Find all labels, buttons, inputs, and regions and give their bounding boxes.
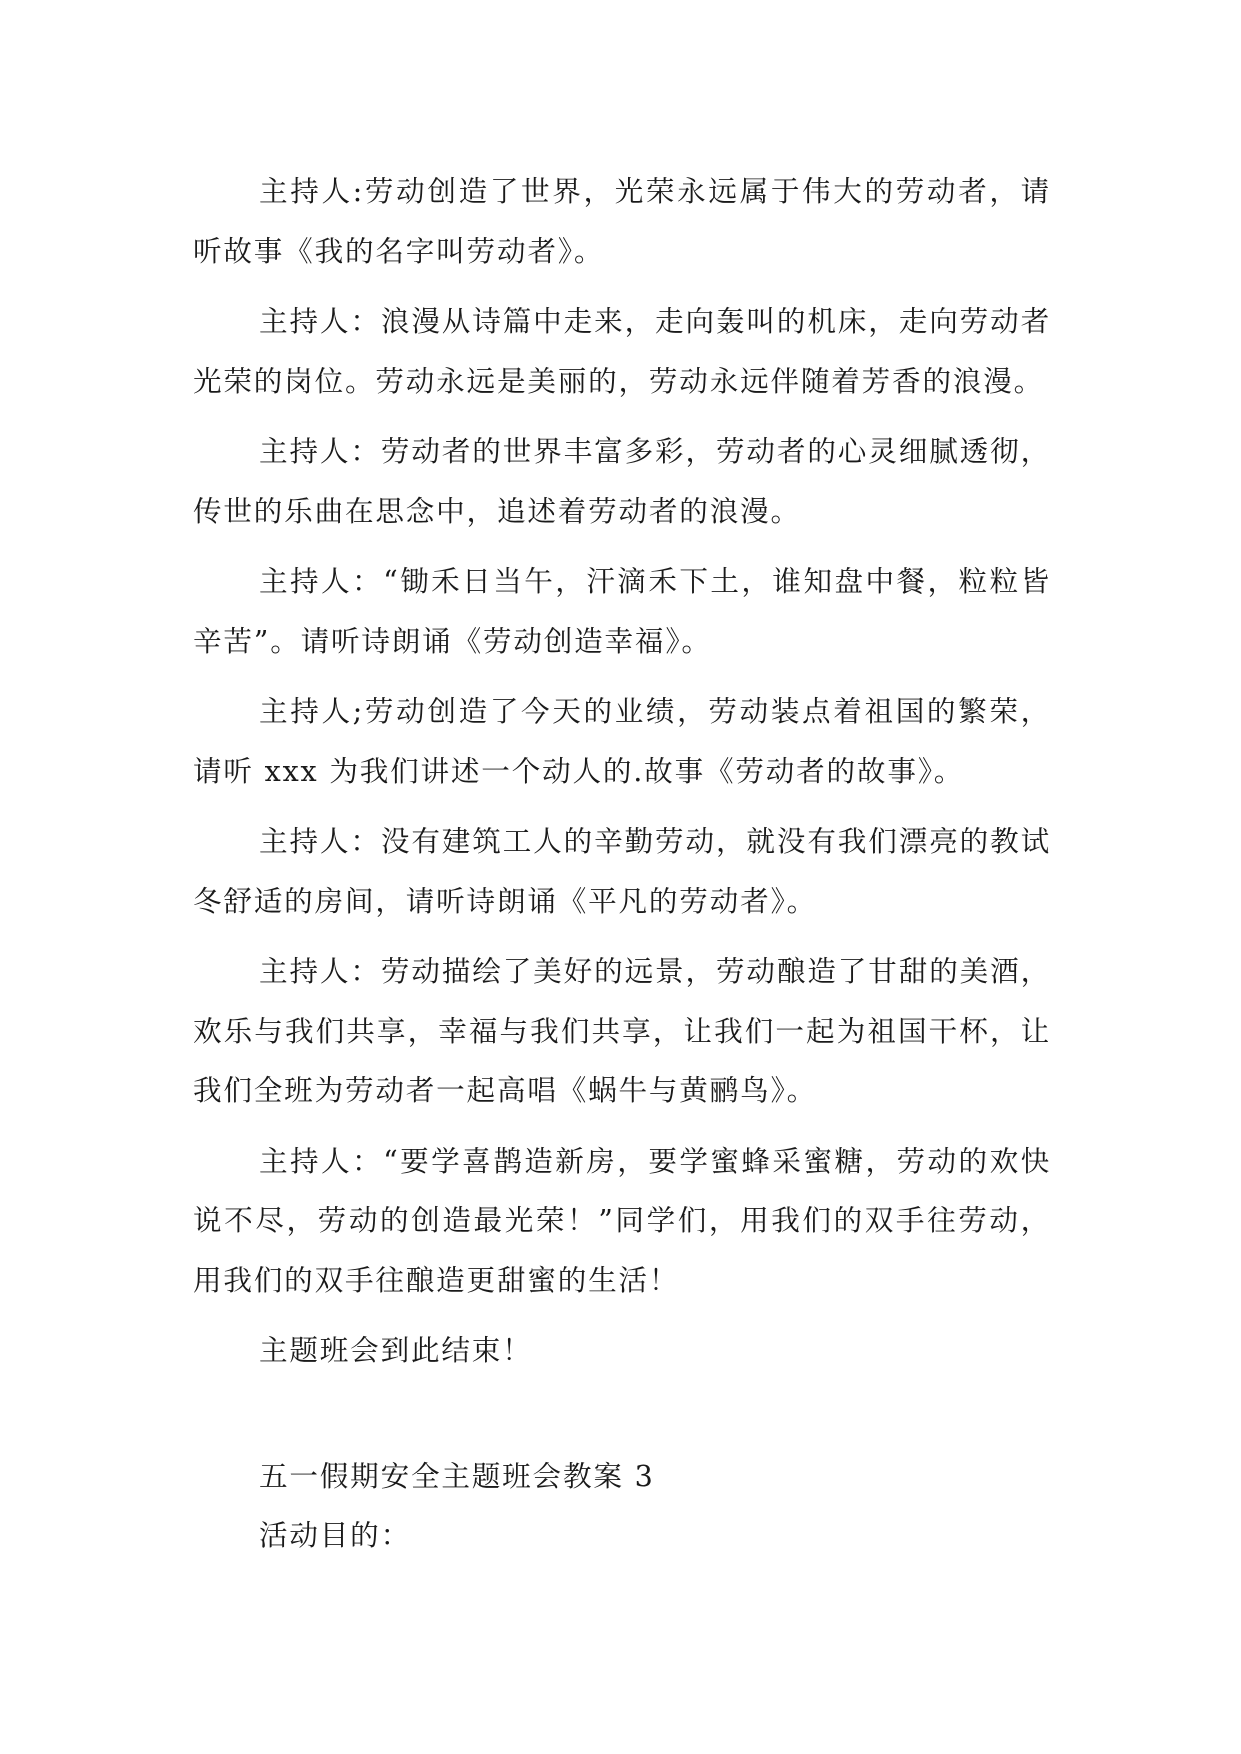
paragraph-host-5: 主持人;劳动创造了今天的业绩，劳动装点着祖国的繁荣，请听 xxx 为我们讲述一个动人的.故事《劳动者的故事》。 xyxy=(193,694,1051,788)
document-body xyxy=(193,162,1051,1577)
paragraph-host-3: 主持人：劳动者的世界丰富多彩，劳动者的心灵细腻透彻，传世的乐曲在思念中，追述着劳动者的浪漫。 xyxy=(193,434,1051,528)
paragraph-host-1: 主持人:劳动创造了世界，光荣永远属于伟大的劳动者，请听故事《我的名字叫劳动者》。 xyxy=(193,174,1051,268)
paragraph-host-7: 主持人：劳动描绘了美好的远景，劳动酿造了甘甜的美酒，欢乐与我们共享，幸福与我们共享，让我们一起为祖国干杯，让我们全班为劳动者一起高唱《蜗牛与黄鹂鸟》。 xyxy=(193,954,1051,1107)
paragraph-closing: 主题班会到此结束！ xyxy=(259,1333,533,1367)
paragraph-host-4: 主持人：“锄禾日当午，汗滴禾下土，谁知盘中餐，粒粒皆辛苦”。请听诗朗诵《劳动创造幸福》。 xyxy=(193,564,1051,658)
paragraph-host-8: 主持人：“要学喜鹊造新房，要学蜜蜂采蜜糖，劳动的欢快说不尽，劳动的创造最光荣！”同学们，用我们的双手往劳动，用我们的双手往酿造更甜蜜的生活！ xyxy=(193,1143,1051,1297)
subheading-activity-purpose: 活动目的： xyxy=(259,1518,411,1552)
paragraph-host-6: 主持人：没有建筑工人的辛勤劳动，就没有我们漂亮的教试冬舒适的房间，请听诗朗诵《平凡的劳动者》。 xyxy=(193,824,1051,918)
section-title: 五一假期安全主题班会教案 3 xyxy=(259,1458,655,1493)
paragraph-host-2: 主持人：浪漫从诗篇中走来，走向轰叫的机床，走向劳动者光荣的岗位。劳动永远是美丽的，劳动永远伴随着芳香的浪漫。 xyxy=(193,304,1051,398)
